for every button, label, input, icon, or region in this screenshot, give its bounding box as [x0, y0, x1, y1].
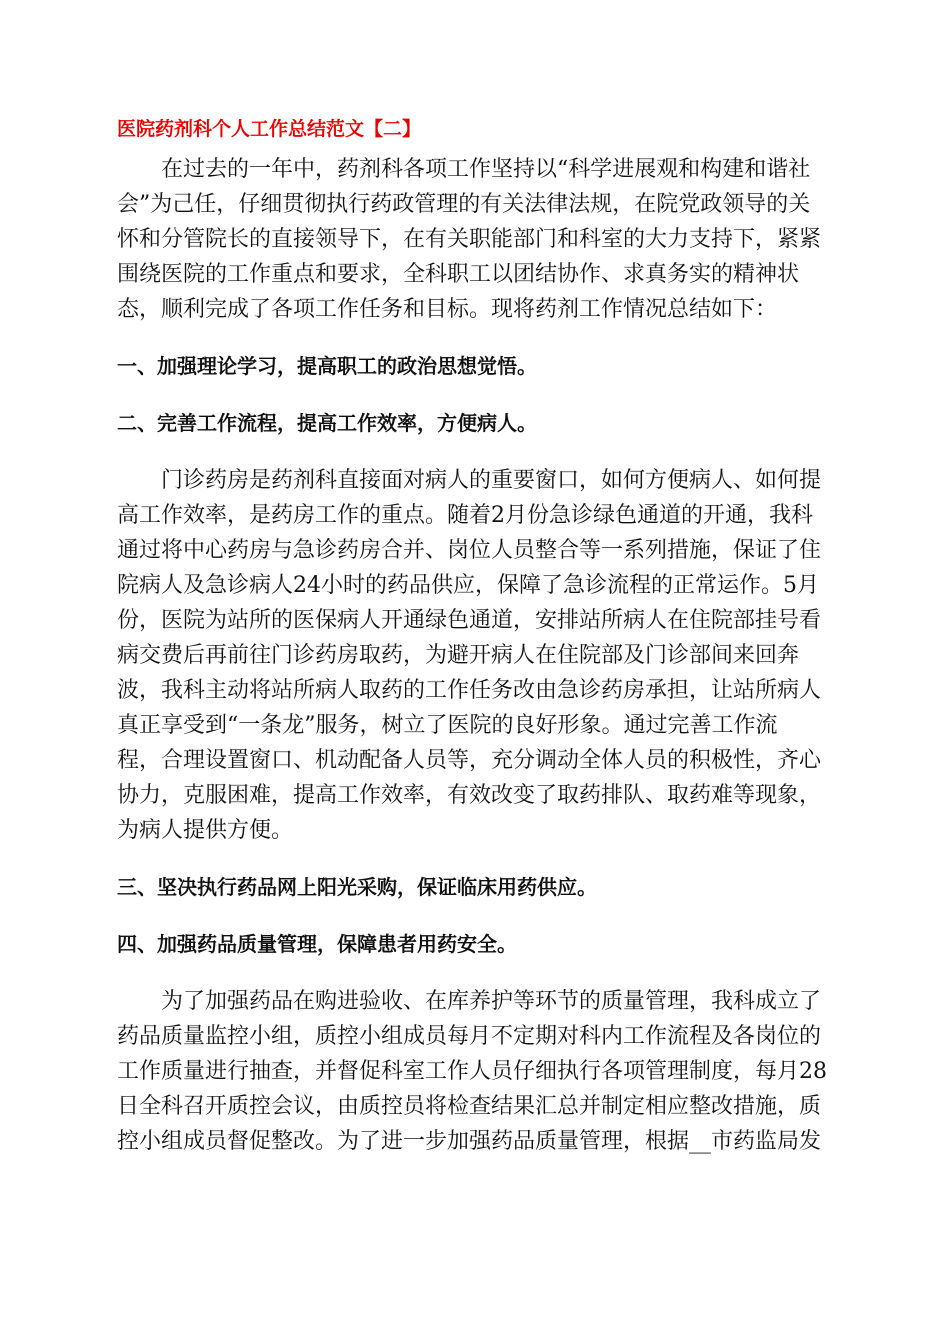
paragraph-line: 高工作效率，是药房工作的重点。随着2月份急诊绿色通道的开通，我科	[117, 503, 813, 528]
paragraph-line: 波，我科主动将站所病人取药的工作任务改由急诊药房承担，让站所病人	[117, 678, 822, 703]
paragraph-line: 药品质量监控小组，质控小组成员每月不定期对科内工作流程及各岗位的	[117, 1024, 822, 1049]
paragraph-line: 怀和分管院长的直接领导下，在有关职能部门和科室的大力支持下，紧紧	[117, 227, 822, 252]
paragraph-line: 围绕医院的工作重点和要求，全科职工以团结协作、求真务实的精神状	[117, 262, 800, 287]
document-page	[117, 112, 833, 1159]
paragraph-line: 协力，克服困难，提高工作效率，有效改变了取药排队、取药难等现象，	[117, 783, 822, 808]
paragraph-line: 院病人及急诊病人24小时的药品供应，保障了急诊流程的正常运作。5月	[117, 573, 819, 598]
paragraph-line: 工作质量进行抽查，并督促科室工作人员仔细执行各项管理制度，每月28	[117, 1059, 827, 1084]
paragraph-line: 真正享受到“一条龙”服务，树立了医院的良好形象。通过完善工作流	[117, 713, 778, 738]
section-heading-2: 二、完善工作流程，提高工作效率，方便病人。	[117, 411, 537, 435]
section-heading-4: 四、加强药品质量管理，保障患者用药安全。	[117, 932, 517, 956]
paragraph-line: 程，合理设置窗口、机动配备人员等，充分调动全体人员的积极性，齐心	[117, 748, 822, 773]
paragraph-line: 为了加强药品在购进验收、在库养护等环节的质量管理，我科成立了	[117, 989, 822, 1014]
section-heading-3: 三、坚决执行药品网上阳光采购，保证临床用药供应。	[117, 875, 597, 899]
section-heading-1: 一、加强理论学习，提高职工的政治思想觉悟。	[117, 354, 537, 378]
paragraph-line: 态，顺利完成了各项工作任务和目标。现将药剂工作情况总结如下：	[117, 297, 778, 322]
paragraph-line: 会”为己任，仔细贯彻执行药政管理的有关法律法规，在院党政领导的关	[117, 192, 811, 217]
paragraph-line: 份，医院为站所的医保病人开通绿色通道，安排站所病人在住院部挂号看	[117, 608, 822, 633]
paragraph-line: 为病人提供方便。	[117, 818, 294, 843]
paragraph-line: 病交费后再前往门诊药房取药，为避开病人在住院部及门诊部间来回奔	[117, 643, 800, 668]
paragraph-line: 在过去的一年中，药剂科各项工作坚持以“科学进展观和构建和谐社	[117, 157, 811, 182]
intro-paragraph	[117, 152, 833, 327]
document-title: 医院药剂科个人工作总结范文【二】	[117, 118, 422, 140]
paragraph-line: 日全科召开质控会议，由质控员将检查结果汇总并制定相应整改措施，质	[117, 1094, 822, 1119]
paragraph-line: 通过将中心药房与急诊药房合并、岗位人员整合等一系列措施，保证了住	[117, 538, 822, 563]
paragraph-line: 控小组成员督促整改。为了进一步加强药品质量管理，根据__市药监局发	[117, 1129, 822, 1154]
section2-paragraph	[117, 463, 833, 848]
section4-paragraph	[117, 984, 833, 1159]
paragraph-line: 门诊药房是药剂科直接面对病人的重要窗口，如何方便病人、如何提	[117, 468, 822, 493]
